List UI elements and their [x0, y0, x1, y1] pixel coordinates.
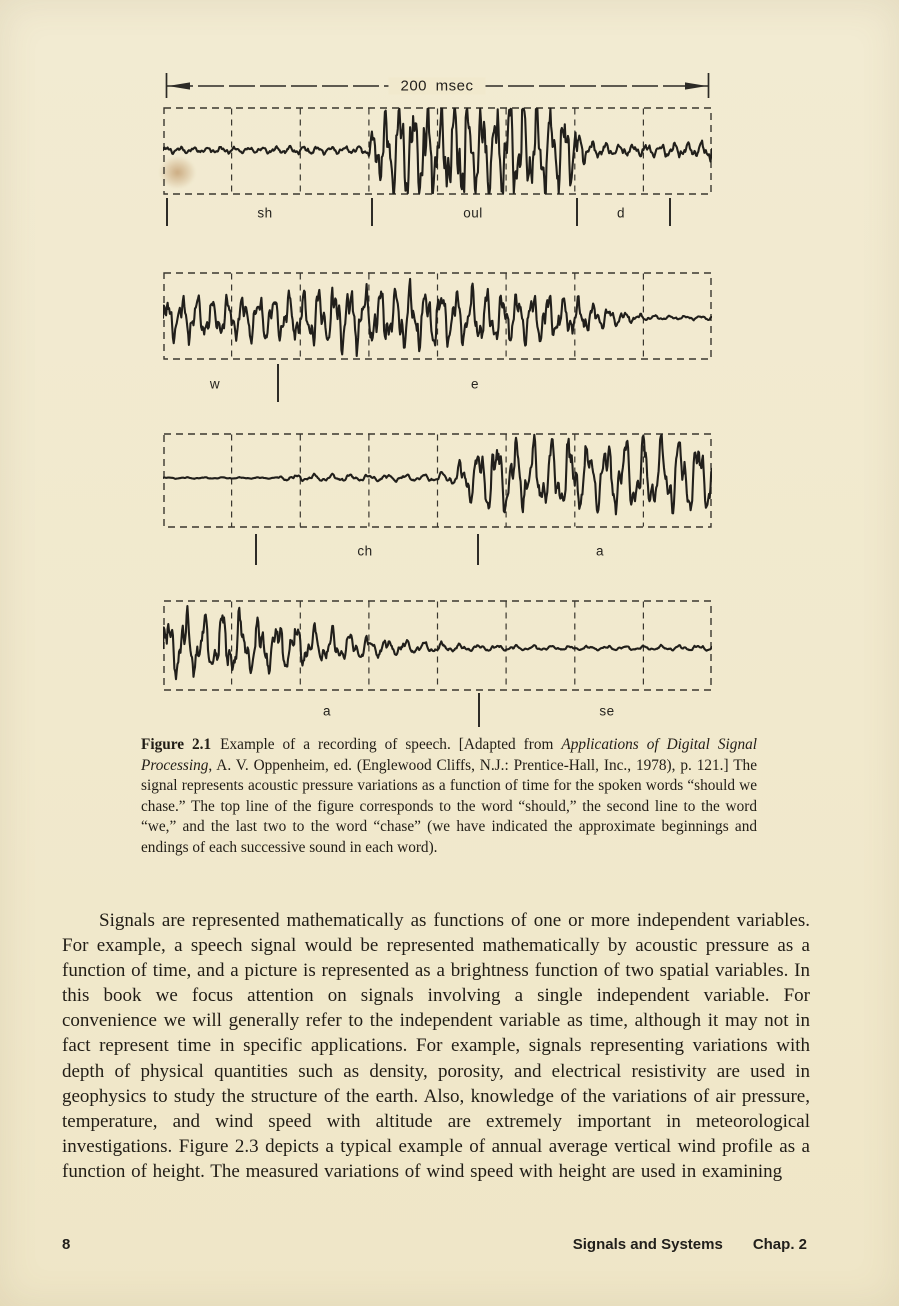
caption-text: Example of a recording of speech. [Adapted from [220, 736, 562, 753]
waveform-panel-cha [163, 433, 712, 528]
segment-label-w: w [209, 376, 221, 392]
running-title: Signals and Systems [572, 1236, 723, 1253]
waveform-panel-should [163, 107, 712, 195]
segment-row-we [163, 364, 712, 404]
segment-tick [669, 198, 671, 226]
segment-tick [477, 534, 479, 565]
segment-label-ch: ch [357, 543, 373, 558]
figure-caption [141, 735, 757, 859]
segment-label-e: e [470, 376, 480, 392]
segment-tick [478, 693, 480, 727]
waveform-panel-we [163, 272, 712, 360]
running-footer [573, 1236, 807, 1253]
caption-text-tail: , A. V. Oppenheim, ed. (Englewood Cliffs, N.J.: Prentice-Hall, Inc., 1978), p. 121.] The signal represents acoustic pressure variations as a function of time for the spoken words “should we chase.” The top line of the figure corresponds to the word “should,” the second line to the word “we,” and the last two to the word “chase” (we have indicated the approximate beginnings and endings of each successive sound in each word). [141, 756, 757, 856]
body-paragraph: Signals are represented mathematically as functions of one or more independent variables. For example, a speech signal would be represented mathematically by acoustic pressure as a function of time, and a picture is represented as a brightness function of two spatial variables. In this book we focus attention on signals involving a single independent variable. For convenience we will generally refer to the independent variable as time, although it may not in fact represent time in specific applications. For example, signals representing variations with depth of physical quantities such as density, porosity, and electrical resistivity are used in geophysics to study the structure of the earth. Also, knowledge of the variations of air pressure, temperature, and wind speed with altitude are extremely important in meteorological investigations. Figure 2.3 depicts a typical example of annual average vertical wind profile as a function of height. The measured variations of wind speed with height are used in examining [62, 910, 810, 1182]
segment-row-should [163, 198, 712, 228]
arrowhead-left-icon [168, 82, 190, 89]
segment-row-cha [163, 534, 712, 567]
figure-caption-label: Figure 2.1 [141, 736, 212, 753]
chapter-label: Chap. 2 [752, 1236, 807, 1253]
page-footer [62, 1236, 807, 1253]
segment-label-d: d [616, 205, 626, 221]
segment-row-ase [163, 693, 712, 729]
waveform-panel-ase [163, 600, 712, 691]
time-scale-label: 200 msec [388, 78, 485, 95]
segment-label-oul: oul [463, 205, 483, 221]
segment-tick [255, 534, 257, 565]
segment-tick [277, 364, 279, 402]
segment-label-sh: sh [257, 205, 273, 221]
segment-label-se: se [599, 703, 615, 719]
page-number: 8 [62, 1236, 71, 1253]
segment-tick [166, 198, 168, 226]
segment-tick [576, 198, 578, 226]
segment-label-a: a [595, 543, 605, 558]
arrowhead-right-icon [685, 82, 707, 89]
caption-book-title: Applications of Digital Signal Processing [141, 736, 758, 774]
segment-label-a: a [322, 703, 332, 719]
segment-tick [371, 198, 373, 226]
